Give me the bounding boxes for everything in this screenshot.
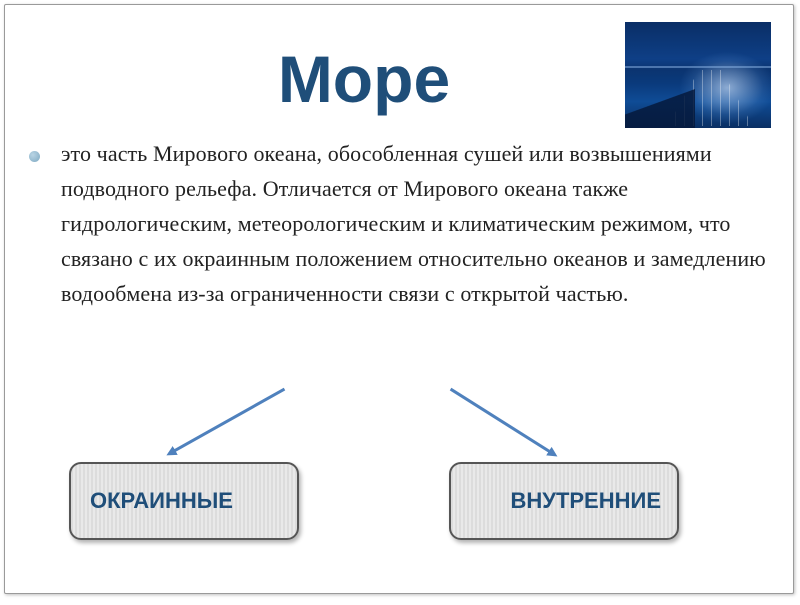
category-label-marginal: ОКРАИННЫЕ	[90, 488, 233, 513]
slide-title: Море	[277, 42, 451, 116]
category-box-marginal	[69, 462, 299, 540]
category-box-inland	[449, 462, 679, 540]
category-label-inland: ВНУТРЕННИЕ	[510, 488, 661, 513]
slide	[4, 4, 794, 594]
arrow-left	[169, 389, 284, 454]
arrow-right	[451, 389, 555, 455]
definition-text: это часть Мирового океана, обособленная сушей или возвышениями подводного рельефа. Отличается от Мирового океана также гидрологическим, метеорологическим и климатическим режимом, что связано с их окраинным положением относительно океанов и замедлению водообмена из-за ограниченности связи с открытой частью.	[61, 141, 766, 306]
